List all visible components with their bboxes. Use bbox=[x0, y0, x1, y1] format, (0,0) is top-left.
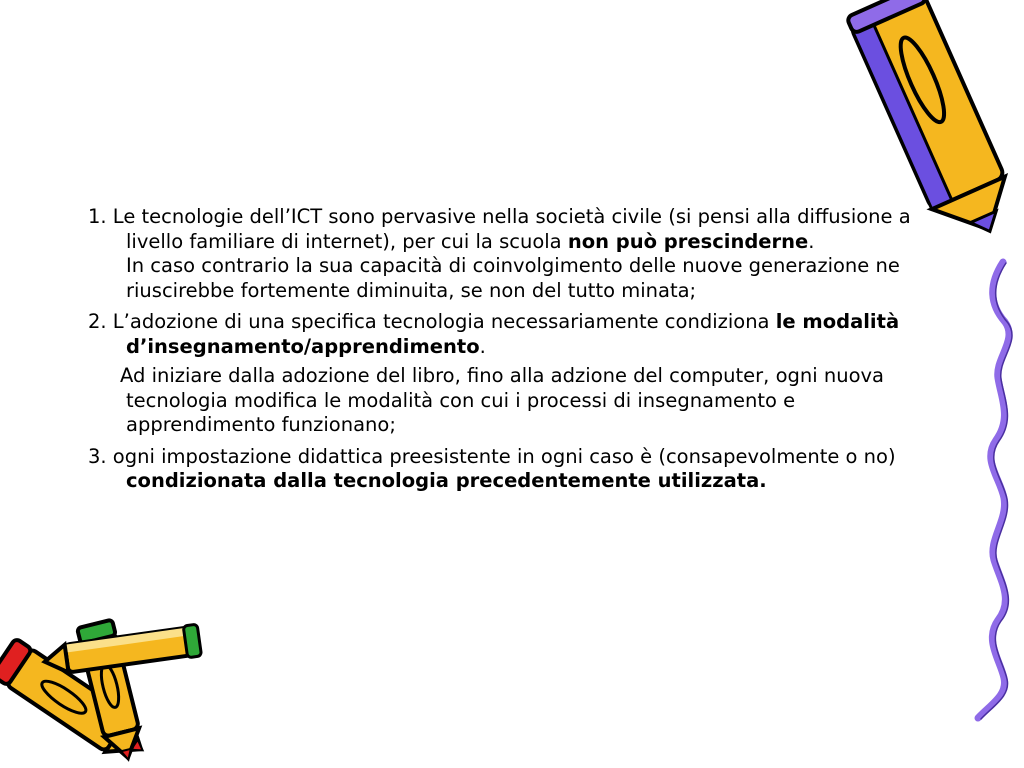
paragraph-2-tail: . bbox=[479, 334, 486, 358]
paragraph-2-continuation-text: Ad iniziare dalla adozione del libro, fino alla adzione del computer, ogni nuova tecnologia modifica le modalità con cui i processi di insegnamento e apprendimento funzionano; bbox=[120, 364, 885, 436]
paragraph-1-emphasis: non può prescinderne bbox=[567, 229, 809, 253]
paragraph-1-text: 1. Le tecnologie dell’ICT sono pervasive nella società civile (si pensi alla diffusione a livello familiare di internet), per cui la scuola bbox=[88, 205, 911, 253]
paragraph-1-continuation: In caso contrario la sua capacità di coinvolgimento delle nuove generazione ne riuscirebbe fortemente diminuita, se non del tutto minata; bbox=[126, 254, 900, 302]
paragraph-2-text: 2. L’adozione di una specifica tecnologia necessariamente condiziona bbox=[88, 310, 776, 333]
slide-body bbox=[88, 205, 938, 501]
paragraph-2-continuation bbox=[88, 364, 938, 438]
paragraph-3-text: 3. ogni impostazione didattica preesistente in ogni caso è (consapevolmente o no) bbox=[88, 444, 896, 468]
paragraph-3 bbox=[88, 445, 938, 494]
paragraph-3-emphasis: condizionata dalla tecnologia precedentemente utilizzata. bbox=[126, 469, 767, 492]
paragraph-1-tail: . bbox=[808, 229, 815, 253]
paragraph-2 bbox=[88, 310, 938, 359]
paragraph-1 bbox=[88, 205, 938, 303]
paragraph-2-emphasis: le modalità d’insegnamento/apprendimento bbox=[126, 310, 900, 358]
